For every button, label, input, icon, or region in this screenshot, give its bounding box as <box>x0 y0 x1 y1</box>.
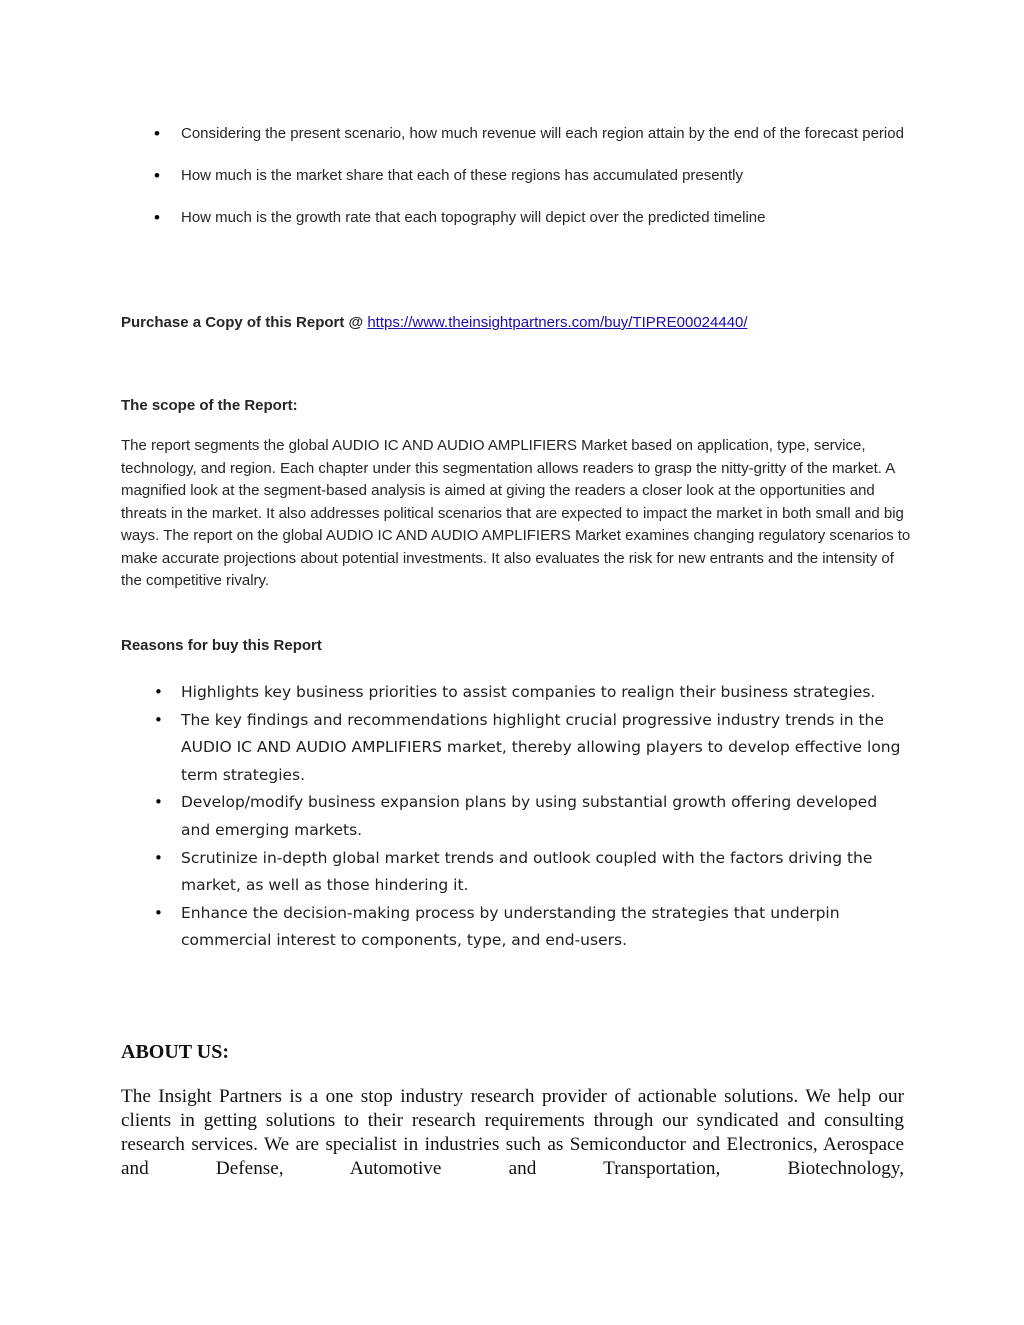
list-item: • How much is the growth rate that each topography will depict over the predicted timeline <box>121 206 906 229</box>
scope-heading: The scope of the Report: <box>121 397 298 414</box>
reasons-heading: Reasons for buy this Report <box>121 637 322 654</box>
purchase-label: Purchase a Copy of this Report @ <box>121 314 364 331</box>
region-questions-list <box>121 122 906 248</box>
purchase-line <box>121 311 906 334</box>
about-heading: ABOUT US: <box>121 1041 229 1063</box>
list-item: • Develop/modify business expansion plans by using substantial growth offering developed and emerging markets. <box>121 789 911 844</box>
list-item: • Considering the present scenario, how much revenue will each region attain by the end of the forecast period <box>121 122 906 145</box>
list-item: • The key findings and recommendations highlight crucial progressive industry trends in the AUDIO IC AND AUDIO AMPLIFIERS market, thereby allowing players to develop effective long term strategies. <box>121 707 911 790</box>
about-paragraph: The Insight Partners is a one stop industry research provider of actionable solutions. We help our clients in getting solutions to their research requirements through our syndicated and consulting research services. We are specialist in industries such as Semiconductor and Electronics, Aerospace and Defense, Automotive and Transportation, Biotechnology, <box>121 1086 904 1179</box>
list-item: • How much is the market share that each of these regions has accumulated presently <box>121 164 906 187</box>
purchase-link[interactable]: https://www.theinsightpartners.com/buy/TIPRE00024440/ <box>367 314 748 331</box>
reasons-list <box>121 679 911 955</box>
list-item: • Highlights key business priorities to assist companies to realign their business strategies. <box>121 679 911 707</box>
list-item: • Enhance the decision-making process by understanding the strategies that underpin commercial interest to components, type, and end-users. <box>121 900 911 955</box>
scope-paragraph: The report segments the global AUDIO IC AND AUDIO AMPLIFIERS Market based on application, type, service, technology, and region. Each chapter under this segmentation allows readers to grasp the nitty-gritty of the market. A magnified look at the segment-based analysis is aimed at giving the readers a closer look at the opportunities and threats in the market. It also addresses political scenarios that are expected to impact the market in both small and big ways. The report on the global AUDIO IC AND AUDIO AMPLIFIERS Market examines changing regulatory scenarios to make accurate projections about potential investments. It also evaluates the risk for new entrants and the intensity of the competitive rivalry. <box>121 437 911 589</box>
list-item: • Scrutinize in-depth global market trends and outlook coupled with the factors driving the market, as well as those hindering it. <box>121 845 911 900</box>
